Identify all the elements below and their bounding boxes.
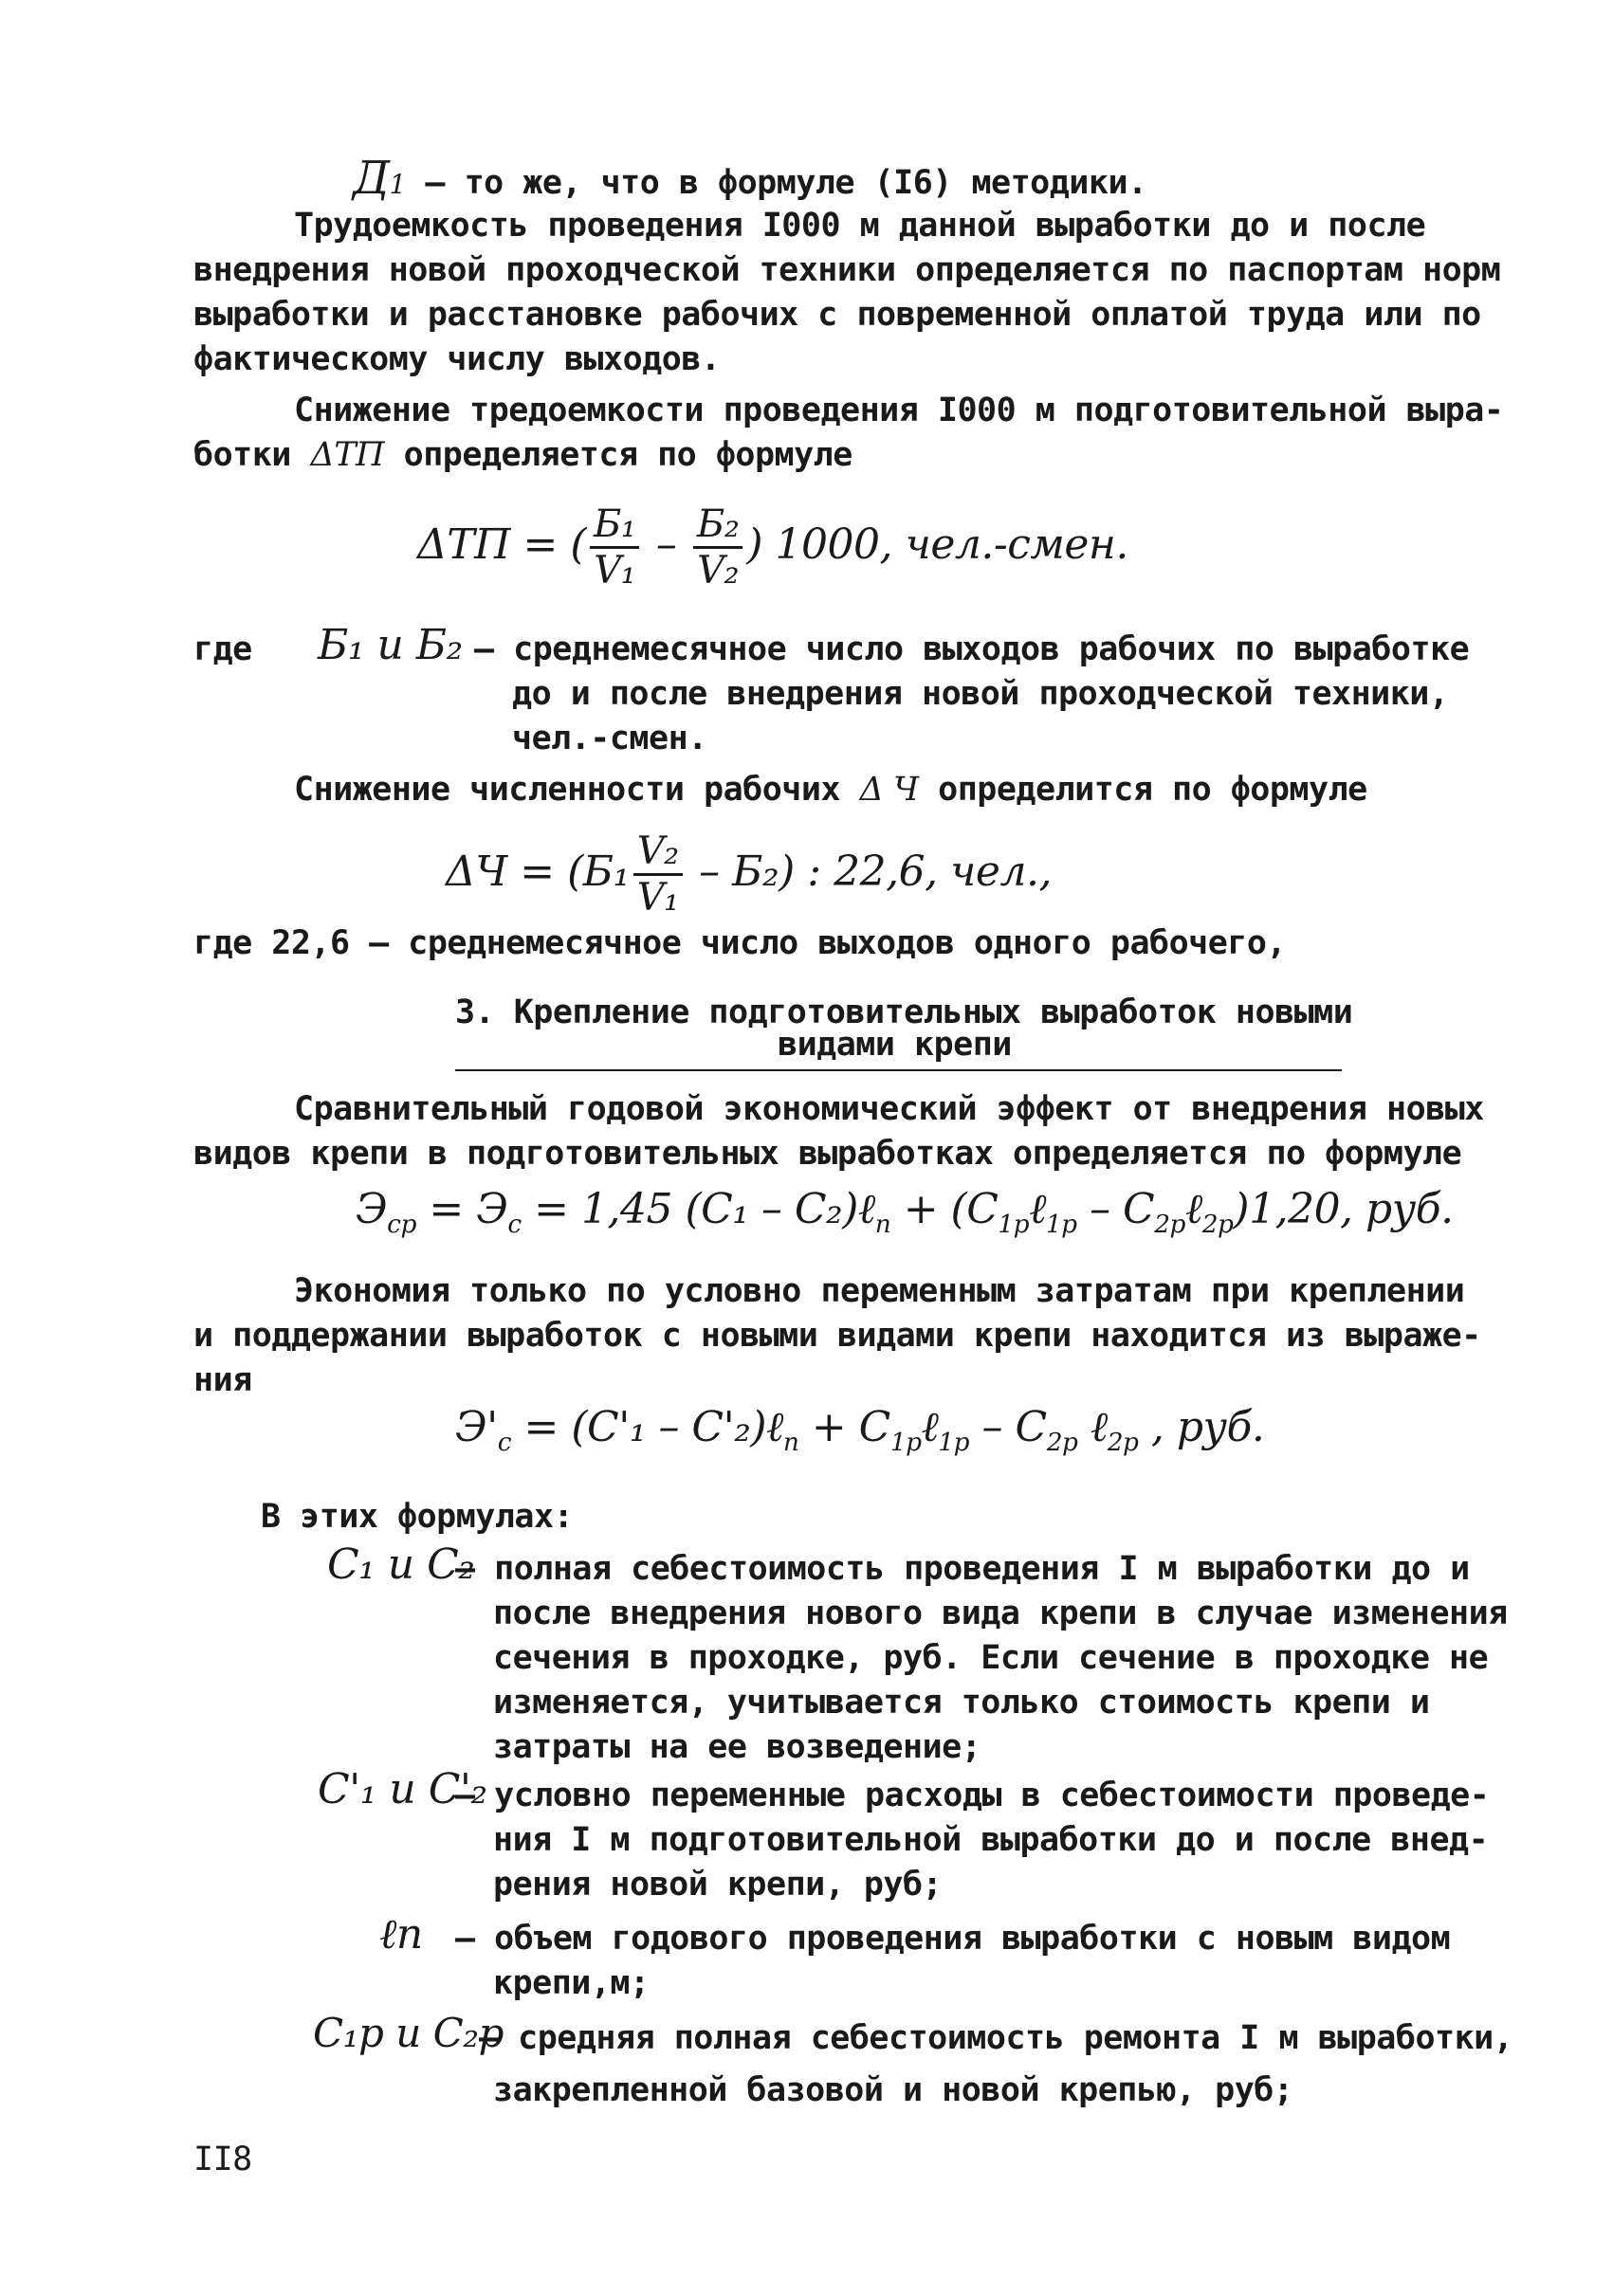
- labor-line-4: фактическому числу выходов.: [193, 340, 721, 378]
- c1-line-e: затраты на ее возведение;: [493, 1728, 981, 1766]
- c1-line-b: после внедрения нового вида крепи в случае изменения: [493, 1594, 1508, 1632]
- formula-staff-reduction: [446, 829, 1052, 920]
- page-number: II8: [193, 2141, 252, 2178]
- c1-line-d: изменяется, учитывается только стоимость крепи и: [493, 1684, 1430, 1722]
- d1-subscript: 1: [389, 169, 406, 200]
- staff-line: [294, 771, 1367, 809]
- c1-c2-symbols: С₁ и С₂: [327, 1540, 475, 1589]
- f2-den: V₁: [636, 876, 679, 920]
- effect-line-2: видов крепи в подготовительных выработках определяется по формуле: [193, 1135, 1462, 1173]
- f2-left: ΔЧ = (Б₁: [446, 847, 630, 896]
- where-1-line-a: – среднемесячное число выходов рабочих по выработке: [474, 630, 1470, 668]
- f1-num-1: Б₁: [590, 502, 639, 549]
- section-heading-line-2: видами крепи: [778, 1026, 1012, 1064]
- c1r-line-a: – средняя полная себестоимость ремонта I м выработки,: [479, 2019, 1513, 2057]
- f2-num: V₂: [633, 829, 683, 876]
- delta-ch-symbol: Δ Ч: [859, 771, 919, 809]
- c1r-line-b: закрепленной базовой и новой крепью, руб;: [493, 2071, 1293, 2109]
- f1-fraction-1: [590, 502, 639, 592]
- d1-symbol: Д: [353, 152, 390, 205]
- delta-tp-symbol: ΔТП: [310, 436, 385, 474]
- c1p-line-a: – условно переменные расходы в себестоимости проведе-: [455, 1777, 1490, 1814]
- savings-line-1: Экономия только по условно переменным затратам при креплении: [294, 1272, 1465, 1310]
- staff-line-start: Снижение численности рабочих: [294, 771, 860, 809]
- where-1-line-b: до и после внедрения новой проходческой техники,: [512, 675, 1449, 713]
- labor-line-1: Трудоемкость проведения I000 м данной выработки до и после: [294, 207, 1426, 245]
- c1p-line-b: ния I м подготовительной выработки до и после внед-: [493, 1821, 1489, 1859]
- c1r-c2r-symbols: С₁р и С₂р: [313, 2010, 504, 2056]
- ln-line-a: – объем годового проведения выработки с новым видом: [455, 1920, 1451, 1958]
- c1-line-a: – полная себестоимость проведения I м выработки до и: [455, 1550, 1470, 1588]
- formula-variable-savings: [455, 1403, 1264, 1457]
- c1p-c2p-symbols: С'₁ и С'₂: [318, 1765, 487, 1813]
- in-formulas-heading: В этих формулах:: [261, 1498, 574, 1536]
- reduce-line-2-end: определяется по формуле: [384, 436, 852, 474]
- labor-line-2: внедрения новой проходческой техники определяется по паспортам норм: [193, 251, 1501, 289]
- labor-line-3: выработки и расстановке рабочих с повременной оплатой труда или по: [193, 296, 1481, 334]
- b1-b2-symbols: Б₁ и Б₂: [318, 621, 463, 669]
- f1-right: ) 1000, чел.-смен.: [746, 520, 1128, 569]
- formula-annual-effect: [356, 1185, 1454, 1239]
- section-underline: [455, 1069, 1342, 1071]
- where-1-label: где: [193, 630, 252, 668]
- reduce-line-1: Снижение тредоемкости проведения I000 м подготовительной выра-: [294, 392, 1504, 429]
- d1-definition: [353, 152, 1147, 205]
- f1-fraction-2: [693, 502, 742, 592]
- savings-line-2: и поддержании выработок с новыми видами крепи находится из выраже-: [193, 1317, 1481, 1355]
- c1p-line-c: рения новой крепи, руб;: [493, 1866, 943, 1904]
- effect-line-1: Сравнительный годовой экономический эффект от внедрения новых: [294, 1090, 1484, 1128]
- f4-expression: $Э'_с = (С'_1$ – С'₂)ℓ$_п$ + $С_{1р}\ell_{1р} - С_{2р}$ ℓ$_{2р}$ , руб.: [455, 1403, 1265, 1457]
- formula-labor-reduction: [417, 502, 1128, 592]
- f1-num-2: Б₂: [693, 502, 742, 549]
- staff-line-end: определится по формуле: [918, 771, 1367, 809]
- reduce-line-2: [193, 436, 852, 474]
- f2-right: – Б₂) : 22,6, чел.,: [686, 847, 1052, 896]
- f1-minus: –: [643, 520, 689, 569]
- reduce-line-2-start: ботки: [193, 436, 311, 474]
- savings-line-3: ния: [193, 1361, 252, 1399]
- f1-left: ΔТП = (: [417, 520, 586, 569]
- f1-den-2: V₂: [697, 549, 740, 592]
- section-heading-line-1: 3. Крепление подготовительных выработок новыми: [455, 993, 1353, 1031]
- f2-fraction: [633, 829, 683, 920]
- ln-symbol: ℓп: [379, 1910, 423, 1959]
- c1-line-c: сечения в проходке, руб. Если сечение в проходке не: [493, 1639, 1489, 1677]
- f1-den-1: V₁: [594, 549, 636, 592]
- ln-line-b: крепи,м;: [493, 1964, 650, 2002]
- d1-text: – то же, что в формуле (I6) методики.: [405, 164, 1147, 202]
- where-1-line-c: чел.-смен.: [512, 720, 707, 757]
- f3-expression: $Э_{ср} = Э_с = 1,45$ (С₁ – С₂)ℓ$_п$ + ($С_{1р}\ell_{1р}$ – $С_{2р}\ell_{2р})1,20$, руб.: [356, 1185, 1454, 1239]
- where-2-line: где 22,6 – среднемесячное число выходов одного рабочего,: [193, 924, 1287, 962]
